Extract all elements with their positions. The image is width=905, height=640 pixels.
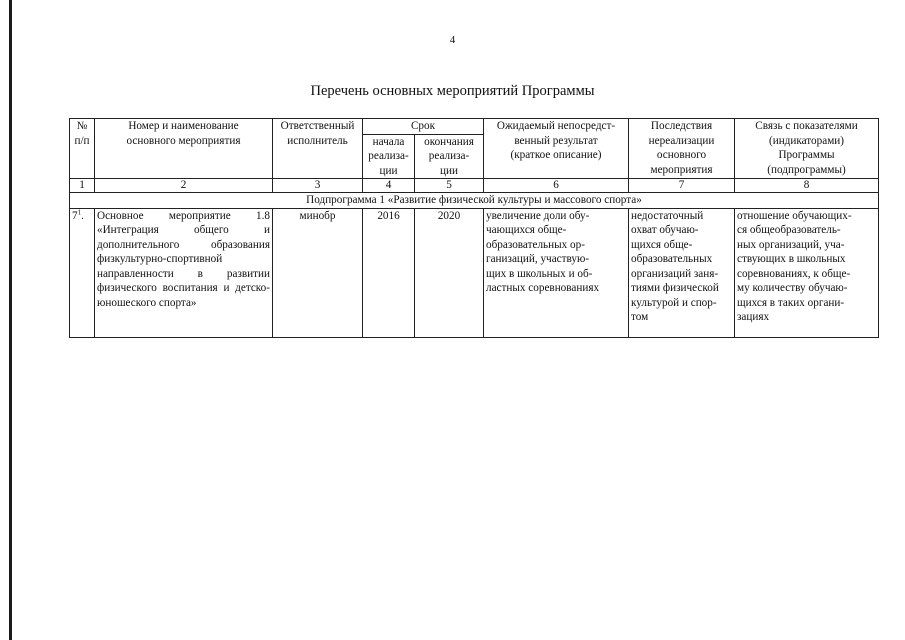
column-number: 8 — [735, 179, 879, 193]
row-executor: минобр — [273, 208, 363, 337]
column-number: 7 — [629, 179, 735, 193]
header-end: окончания реализа- ции — [415, 134, 484, 179]
row-name: Основное мероприятие 1.8 «Интеграция общего и дополнительного образования физкультурно-спортивной направленности в развитии физического воспитания и детско-юношеского спорта» — [95, 208, 273, 337]
column-number-row — [70, 179, 879, 193]
row-end: 2020 — [415, 208, 484, 337]
header-indicators: Связь с показателями (индикаторами) Программы (подпрограммы) — [735, 119, 879, 179]
column-number: 3 — [273, 179, 363, 193]
header-name: Номер и наименование основного мероприятия — [95, 119, 273, 179]
document-title: Перечень основных мероприятий Программы — [310, 83, 595, 99]
column-number: 6 — [484, 179, 629, 193]
column-number: 4 — [363, 179, 415, 193]
page-number: 4 — [449, 34, 456, 46]
row-indicators: отношение обучающих- ся общеобразователь- ных организаций, уча- ствующих в школьных соревнованиях, к обще- му количеству обучаю- щихся в таких органи- зациях — [735, 208, 879, 337]
row-num: $7^1$. — [70, 208, 95, 337]
table-header-row — [70, 119, 879, 135]
header-num: № п/п — [70, 119, 95, 179]
row-result: увеличение доли обу- чающихся обще- образовательных ор- ганизаций, участвую- щих в школьных и об- ластных соревнованиях — [484, 208, 629, 337]
subprogram-row — [70, 193, 879, 209]
subprogram-title: Подпрограмма 1 «Развитие физической культуры и массового спорта» — [70, 193, 879, 209]
header-start: начала реализа- ции — [363, 134, 415, 179]
column-number: 5 — [415, 179, 484, 193]
header-executor: Ответственный исполнитель — [273, 119, 363, 179]
table-row — [70, 208, 879, 337]
header-result: Ожидаемый непосредст- венный результат (краткое описание) — [484, 119, 629, 179]
header-consequences: Последствия нереализации основного мероприятия — [629, 119, 735, 179]
row-consequences: недостаточный охват обучаю- щихся обще- образовательных организаций заня- тиями физической культурой и спор- том — [629, 208, 735, 337]
column-number: 1 — [70, 179, 95, 193]
measures-table — [69, 118, 879, 338]
row-start: 2016 — [363, 208, 415, 337]
header-period: Срок — [363, 119, 484, 135]
column-number: 2 — [95, 179, 273, 193]
